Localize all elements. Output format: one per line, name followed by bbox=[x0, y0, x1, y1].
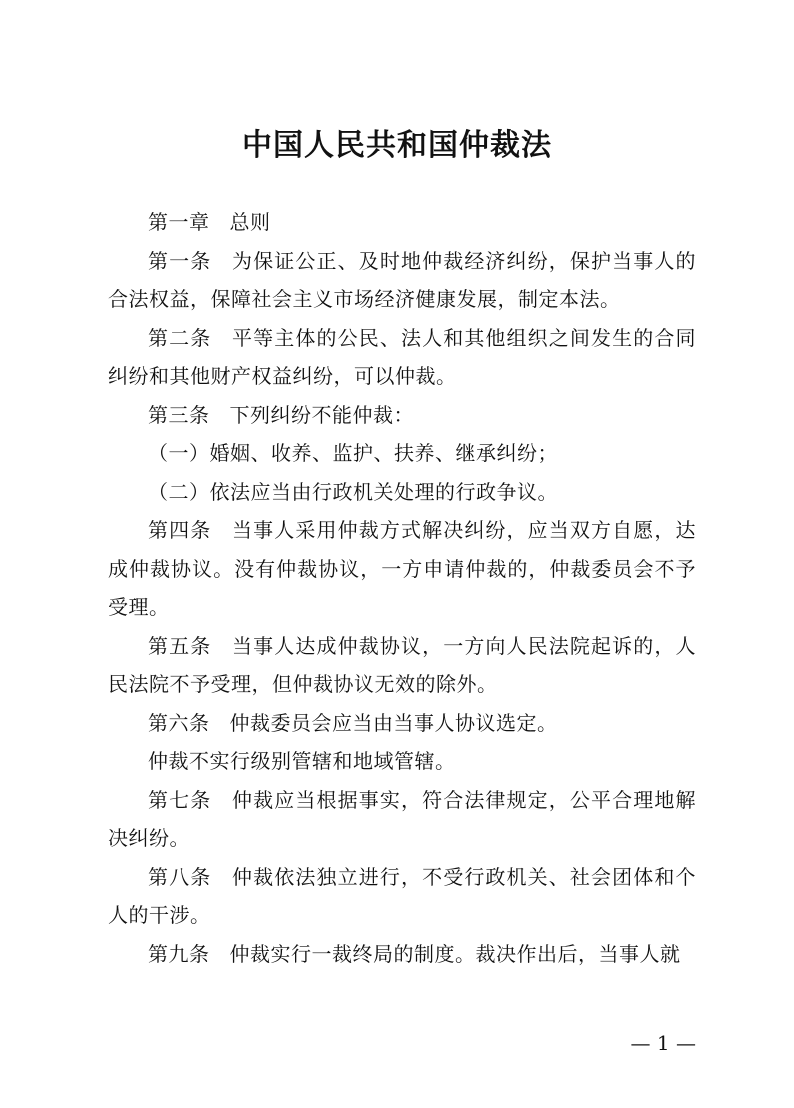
article-text: 为保证公正、及时地仲裁经济纠纷，保护当事人的合法权益，保障社会主义市场经济健康发展，制定本法。 bbox=[108, 248, 697, 311]
chapter-title: 总则 bbox=[229, 210, 271, 234]
article-text: 仲裁委员会应当由当事人协议选定。 bbox=[229, 710, 558, 735]
article-8 bbox=[108, 858, 696, 935]
document-body bbox=[108, 203, 696, 973]
list-item-1: （一）婚姻、收养、监护、扶养、继承纠纷； bbox=[148, 441, 558, 465]
article-1 bbox=[108, 242, 696, 319]
article-text: 仲裁实行一裁终局的制度。裁决作出后，当事人就 bbox=[229, 941, 681, 966]
article-label: 第七条 bbox=[148, 787, 212, 812]
article-label: 第九条 bbox=[148, 941, 210, 966]
article-label: 第八条 bbox=[148, 864, 212, 889]
article-label: 第二条 bbox=[148, 325, 212, 350]
article-text: 仲裁应当根据事实，符合法律规定，公平合理地解决纠纷。 bbox=[108, 787, 697, 850]
article-text: 当事人达成仲裁协议，一方向人民法院起诉的，人民法院不予受理，但仲裁协议无效的除外。 bbox=[108, 633, 697, 696]
article-6 bbox=[108, 704, 696, 743]
article-label: 第六条 bbox=[148, 710, 210, 735]
page-number: — 1 — bbox=[630, 1031, 696, 1055]
article-4 bbox=[108, 511, 696, 627]
article-9 bbox=[108, 935, 696, 974]
chapter-label: 第一章 bbox=[148, 210, 210, 234]
article-7 bbox=[108, 781, 696, 858]
article-text: 平等主体的公民、法人和其他组织之间发生的合同纠纷和其他财产权益纠纷，可以仲裁。 bbox=[108, 325, 697, 388]
article-2 bbox=[108, 319, 696, 396]
article-text: 当事人采用仲裁方式解决纠纷，应当双方自愿，达成仲裁协议。没有仲裁协议，一方申请仲裁的，仲裁委员会不予受理。 bbox=[108, 518, 697, 619]
article-text: 下列纠纷不能仲裁： bbox=[229, 402, 414, 427]
document-title: 中国人民共和国仲裁法 bbox=[242, 128, 552, 163]
article-6-continued: 仲裁不实行级别管辖和地域管辖。 bbox=[148, 749, 456, 773]
article-label: 第五条 bbox=[148, 633, 212, 658]
chapter-heading bbox=[108, 203, 696, 242]
article-label: 第三条 bbox=[148, 402, 210, 427]
article-5 bbox=[108, 627, 696, 704]
article-3 bbox=[108, 396, 696, 435]
list-item-2: （二）依法应当由行政机关处理的行政争议。 bbox=[148, 479, 558, 504]
article-label: 第四条 bbox=[148, 518, 212, 542]
article-text: 仲裁依法独立进行，不受行政机关、社会团体和个人的干涉。 bbox=[108, 864, 697, 927]
article-label: 第一条 bbox=[148, 248, 212, 273]
